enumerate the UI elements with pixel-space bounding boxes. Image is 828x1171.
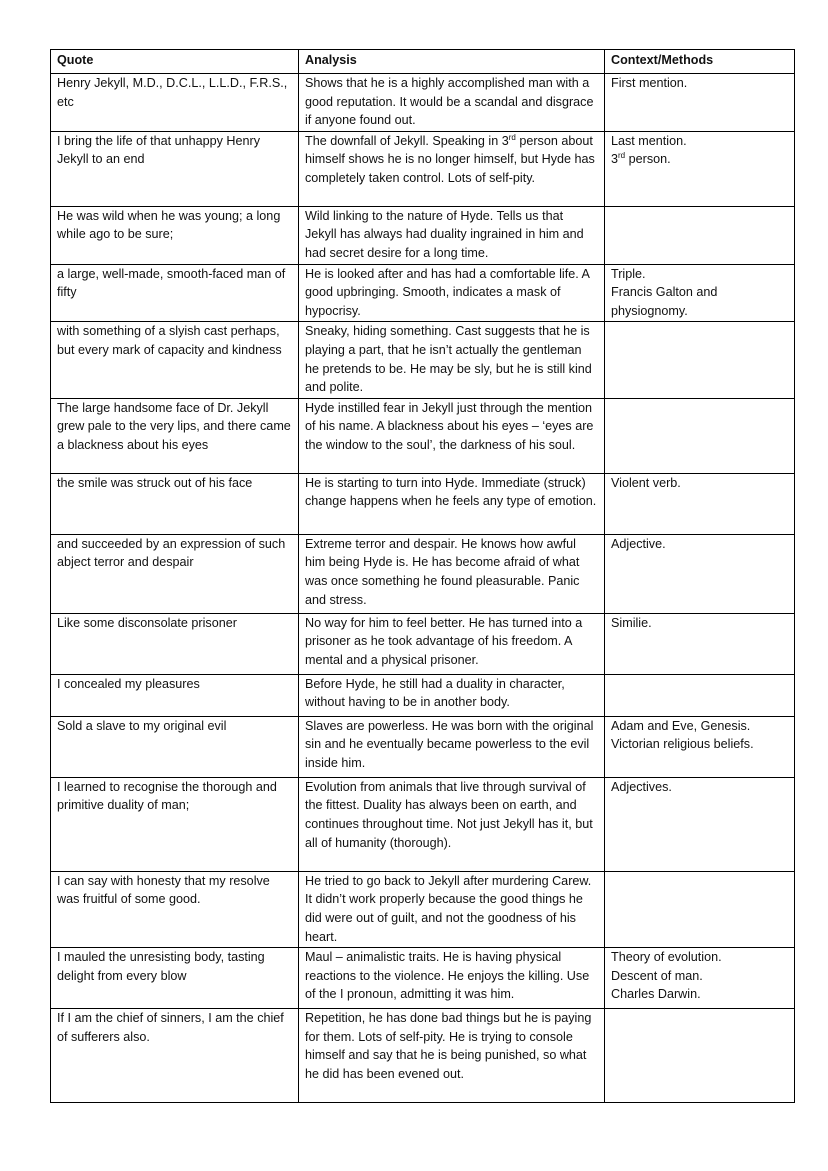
table-row <box>51 322 795 398</box>
analysis-cell: He is starting to turn into Hyde. Immediate (struck) change happens when he feels any type of emotion. <box>299 473 605 534</box>
context-line: Last mention. <box>611 133 687 148</box>
context-line: Violent verb. <box>611 475 681 490</box>
context-line: Theory of evolution. <box>611 950 722 965</box>
quote-cell: If I am the chief of sinners, I am the chief of sufferers also. <box>51 1009 299 1103</box>
table-row <box>51 716 795 777</box>
context-cell <box>605 777 795 871</box>
analysis-text: The downfall of Jekyll. Speaking in 3 <box>305 133 509 148</box>
context-cell <box>605 206 795 264</box>
context-line: Similie. <box>611 615 652 630</box>
context-cell <box>605 131 795 206</box>
table-row <box>51 473 795 534</box>
analysis-cell: Slaves are powerless. He was born with the original sin and he eventually became powerless to the evil inside him. <box>299 716 605 777</box>
context-cell <box>605 473 795 534</box>
context-line: Charles Darwin. <box>611 987 701 1002</box>
context-cell <box>605 398 795 473</box>
table-row <box>51 398 795 473</box>
analysis-cell: Sneaky, hiding something. Cast suggests that he is playing a part, that he isn’t actually the gentleman he pretends to be. He may be sly, but he is still kind and polite. <box>299 322 605 398</box>
context-line: Adjective. <box>611 536 666 551</box>
table-row <box>51 948 795 1009</box>
analysis-cell: He is looked after and has had a comfortable life. A good upbringing. Smooth, indicates a mask of hypocrisy. <box>299 264 605 322</box>
quote-cell: Sold a slave to my original evil <box>51 716 299 777</box>
analysis-cell: Before Hyde, he still had a duality in character, without having to be in another body. <box>299 674 605 716</box>
context-cell <box>605 871 795 947</box>
table-row <box>51 74 795 132</box>
table-row <box>51 206 795 264</box>
context-cell <box>605 613 795 674</box>
context-line: First mention. <box>611 76 688 90</box>
table-row <box>51 264 795 322</box>
context-text: 3 <box>611 152 619 167</box>
quote-cell: I mauled the unresisting body, tasting delight from every blow <box>51 948 299 1009</box>
table-row <box>51 534 795 613</box>
context-line: Adjectives. <box>611 779 672 794</box>
quote-cell: I can say with honesty that my resolve was fruitful of some good. <box>51 871 299 947</box>
context-cell <box>605 948 795 1009</box>
context-text: person. <box>625 152 671 167</box>
superscript: rd <box>618 151 626 161</box>
header-row <box>51 50 795 74</box>
table-row <box>51 871 795 947</box>
header-quote: Quote <box>51 50 299 74</box>
analysis-cell: Wild linking to the nature of Hyde. Tells us that Jekyll has always had duality ingrained in him and had secret desire for a long time. <box>299 206 605 264</box>
analysis-cell: He tried to go back to Jekyll after murdering Carew. It didn’t work properly because the good things he did were out of guilt, and not the goodness of his heart. <box>299 871 605 947</box>
quote-cell: the smile was struck out of his face <box>51 473 299 534</box>
quote-cell: The large handsome face of Dr. Jekyll grew pale to the very lips, and there came a blackness about his eyes <box>51 398 299 473</box>
table-row <box>51 613 795 674</box>
table-row <box>51 777 795 871</box>
context-line: Adam and Eve, Genesis. <box>611 718 751 733</box>
quote-cell: Henry Jekyll, M.D., D.C.L., L.L.D., F.R.S., etc <box>51 74 299 132</box>
header-context: Context/Methods <box>605 50 795 74</box>
analysis-cell: Evolution from animals that live through survival of the fittest. Duality has always been on earth, and continues throughout time. Not just Jekyll has it, but all of humanity (thorough). <box>299 777 605 871</box>
context-cell <box>605 74 795 132</box>
analysis-text: person about himself shows he is no longer himself, but Hyde has completely taken control. Lots of self-pity. <box>305 133 595 185</box>
quote-cell: I bring the life of that unhappy Henry Jekyll to an end <box>51 131 299 206</box>
analysis-cell: No way for him to feel better. He has turned into a prisoner as he took advantage of his freedom. A mental and a physical prisoner. <box>299 613 605 674</box>
context-cell <box>605 322 795 398</box>
superscript: rd <box>508 132 516 142</box>
quote-cell: I concealed my pleasures <box>51 674 299 716</box>
analysis-cell: Extreme terror and despair. He knows how awful him being Hyde is. He has become afraid of what was once something he found pleasurable. Panic and stress. <box>299 534 605 613</box>
analysis-cell: Repetition, he has done bad things but he is paying for them. Lots of self-pity. He is trying to console himself and say that he is being punished, so what he did has been evened out. <box>299 1009 605 1103</box>
context-cell <box>605 264 795 322</box>
quote-cell: with something of a slyish cast perhaps, but every mark of capacity and kindness <box>51 322 299 398</box>
quote-cell: a large, well-made, smooth-faced man of fifty <box>51 264 299 322</box>
context-line: Descent of man. <box>611 968 703 983</box>
context-cell <box>605 1009 795 1103</box>
context-cell <box>605 716 795 777</box>
analysis-cell: Hyde instilled fear in Jekyll just through the mention of his name. A blackness about his eyes – ‘eyes are the window to the soul’, the darkness of his soul. <box>299 398 605 473</box>
analysis-cell: Shows that he is a highly accomplished man with a good reputation. It would be a scandal and disgrace if anyone found out. <box>299 74 605 132</box>
context-line: Victorian religious beliefs. <box>611 737 754 752</box>
context-line: Triple. <box>611 266 646 281</box>
quote-cell: and succeeded by an expression of such abject terror and despair <box>51 534 299 613</box>
quote-cell: Like some disconsolate prisoner <box>51 613 299 674</box>
table-row <box>51 131 795 206</box>
analysis-cell: Maul – animalistic traits. He is having physical reactions to the violence. He enjoys the killing. Use of the I pronoun, admitting it was him. <box>299 948 605 1009</box>
context-cell <box>605 534 795 613</box>
quote-cell: I learned to recognise the thorough and primitive duality of man; <box>51 777 299 871</box>
table-row <box>51 1009 795 1103</box>
context-cell <box>605 674 795 716</box>
quote-cell: He was wild when he was young; a long while ago to be sure; <box>51 206 299 264</box>
table-row <box>51 674 795 716</box>
context-line <box>611 150 788 169</box>
header-analysis: Analysis <box>299 50 605 74</box>
context-line: Francis Galton and physiognomy. <box>611 285 718 318</box>
quote-analysis-table <box>50 49 795 1103</box>
analysis-cell <box>299 131 605 206</box>
